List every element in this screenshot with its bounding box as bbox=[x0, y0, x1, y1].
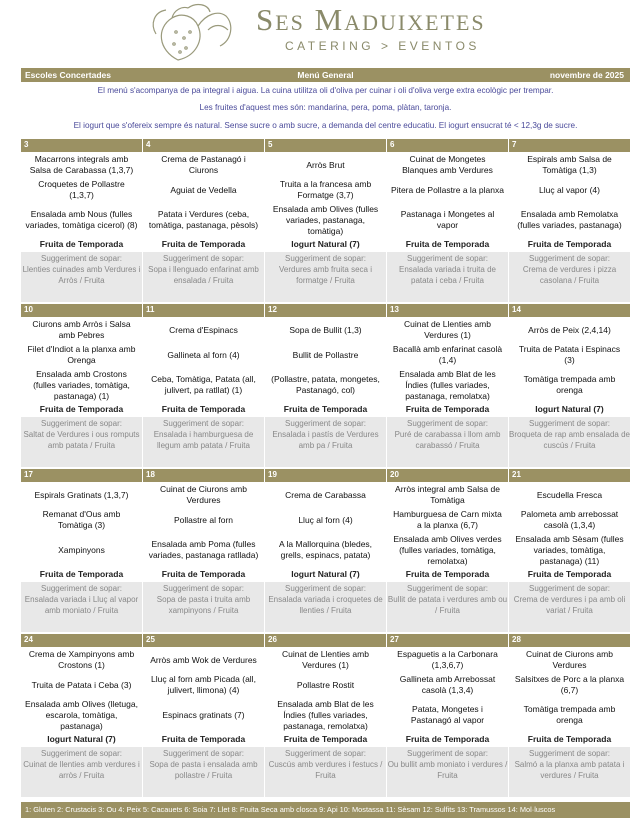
second-course: Filet d'Indiot a la planxa amb Orenga bbox=[27, 344, 136, 365]
day-cell bbox=[387, 634, 508, 797]
second-course: Remanat d'Ous amb Tomàtiga (3) bbox=[42, 509, 121, 530]
suggestion-label: Suggeriment de sopar: bbox=[41, 254, 122, 263]
dessert: Fruita de Temporada bbox=[283, 404, 368, 414]
first-course: Espaguetis a la Carbonara (1,3,6,7) bbox=[397, 649, 498, 670]
suggestion-label: Suggeriment de sopar: bbox=[41, 419, 122, 428]
suggestion-text: Broqueta de rap amb ensalada de cuscús / Fruita bbox=[509, 430, 630, 450]
dessert: Fruita de Temporada bbox=[39, 239, 124, 249]
dinner-suggestion bbox=[21, 582, 142, 632]
day-number: 28 bbox=[509, 634, 630, 647]
side-dish: Ensalada amb Olives (fulles variades, pastanaga, tomàtiga) bbox=[272, 203, 379, 236]
day-number: 20 bbox=[387, 469, 508, 482]
side-dish: (Pollastre, patata, mongetes, Pastanagó, col) bbox=[271, 374, 380, 395]
second-course: Pitera de Pollastre a la planxa bbox=[391, 184, 504, 195]
week-row bbox=[21, 634, 630, 797]
suggestion-text: Ensalada variada i croquetes de llenties / Fruita bbox=[268, 595, 383, 615]
dessert: Fruita de Temporada bbox=[405, 734, 490, 744]
day-number: 10 bbox=[21, 304, 142, 317]
second-course: Bacallà amb enfarinat casolà (1,4) bbox=[392, 344, 503, 365]
day-number: 12 bbox=[265, 304, 386, 317]
dessert: Iogurt Natural (7) bbox=[291, 239, 360, 249]
second-course: Truita de Patata i Ceba (3) bbox=[31, 679, 132, 690]
dinner-suggestion bbox=[509, 582, 630, 632]
suggestion-label: Suggeriment de sopar: bbox=[41, 584, 122, 593]
first-course: Cuinat de Llenties amb Verdures (1) bbox=[282, 649, 369, 670]
day-cell bbox=[143, 139, 264, 302]
suggestion-label: Suggeriment de sopar: bbox=[529, 419, 610, 428]
dinner-suggestion bbox=[509, 417, 630, 467]
second-course: Croquetes de Pollastre (1,3,7) bbox=[38, 179, 125, 200]
suggestion-text: Ensalada i hamburguesa de llegum amb patata / Fruita bbox=[153, 430, 254, 450]
first-course: Crema d'Espinacs bbox=[169, 324, 238, 335]
suggestion-text: Llenties cuinades amb Verdures i Arròs / Fruita bbox=[22, 265, 141, 285]
day-number: 25 bbox=[143, 634, 264, 647]
suggestion-label: Suggeriment de sopar: bbox=[529, 254, 610, 263]
suggestion-text: Sopa de pasta i ensalada amb pollastre / Fruita bbox=[149, 760, 258, 780]
dessert: Fruita de Temporada bbox=[161, 239, 246, 249]
dinner-suggestion bbox=[143, 252, 264, 302]
first-course: Sopa de Bullit (1,3) bbox=[289, 324, 362, 335]
first-course: Cuinat de Ciurons amb Verdures bbox=[160, 484, 247, 505]
suggestion-text: Puré de carabassa i llom amb carabassó / Fruita bbox=[394, 430, 501, 450]
brand-subtitle: CATERING > EVENTOS bbox=[285, 39, 480, 53]
side-dish: Patata, Mongetes i Pastanagó al vapor bbox=[410, 704, 485, 725]
suggestion-label: Suggeriment de sopar: bbox=[163, 419, 244, 428]
suggestion-label: Suggeriment de sopar: bbox=[163, 749, 244, 758]
dinner-suggestion bbox=[143, 747, 264, 797]
dinner-suggestion bbox=[265, 582, 386, 632]
day-cell bbox=[387, 139, 508, 302]
day-number: 13 bbox=[387, 304, 508, 317]
side-dish: Tomàtiga trempada amb orenga bbox=[523, 704, 616, 725]
menu-title-bar bbox=[21, 68, 630, 82]
menu-title: Menú General bbox=[297, 70, 354, 80]
suggestion-text: Sopa i llenguado enfarinat amb ensalada / Fruita bbox=[148, 265, 259, 285]
suggestion-text: Sopa de pasta i truita amb xampinyons / Fruita bbox=[156, 595, 251, 615]
dessert: Fruita de Temporada bbox=[161, 569, 246, 579]
day-cell bbox=[143, 469, 264, 632]
suggestion-text: Ensalada i pastís de Verdures amb pa / Fruita bbox=[272, 430, 379, 450]
first-course: Cuinat de Llenties amb Verdures (1) bbox=[404, 319, 491, 340]
day-cell bbox=[21, 634, 142, 797]
day-cell bbox=[21, 469, 142, 632]
first-course: Cuinat de Ciurons amb Verdures bbox=[526, 649, 613, 670]
side-dish: Ensalada amb Sèsam (fulles variades, tomàtiga, pastanaga) (11) bbox=[515, 533, 624, 566]
menu-month: novembre de 2025 bbox=[549, 70, 624, 80]
side-dish: Xampinyons bbox=[58, 544, 105, 555]
day-number: 6 bbox=[387, 139, 508, 152]
suggestion-label: Suggeriment de sopar: bbox=[285, 419, 366, 428]
side-dish: Ensalada amb Poma (fulles variades, pastanaga ratllada) bbox=[148, 539, 259, 560]
day-number: 5 bbox=[265, 139, 386, 152]
second-course: Pollastre al forn bbox=[173, 514, 234, 525]
day-cell bbox=[509, 469, 630, 632]
dinner-suggestion bbox=[509, 252, 630, 302]
dinner-suggestion bbox=[265, 417, 386, 467]
week-row bbox=[21, 139, 630, 302]
day-number: 27 bbox=[387, 634, 508, 647]
dinner-suggestion bbox=[387, 417, 508, 467]
dinner-suggestion bbox=[265, 747, 386, 797]
day-cell bbox=[143, 304, 264, 467]
brand-title: Ses Maduixetes bbox=[256, 2, 486, 37]
dinner-suggestion bbox=[387, 747, 508, 797]
first-course: Crema de Carabassa bbox=[285, 489, 366, 500]
second-course: Lluç al vapor (4) bbox=[539, 184, 600, 195]
dinner-suggestion bbox=[265, 252, 386, 302]
second-course: Bullit de Pollastre bbox=[292, 349, 359, 360]
school-type: Escoles Concertades bbox=[25, 70, 111, 80]
second-course: Pollastre Rostit bbox=[296, 679, 355, 690]
intro-line-3: El iogurt que s'ofereix sempre és natural. Sense sucre o amb sucre, a demanda del centre educatiu. El iogurt ensucrat té < 12,3g de sucre. bbox=[73, 121, 578, 130]
day-number: 21 bbox=[509, 469, 630, 482]
suggestion-label: Suggeriment de sopar: bbox=[285, 749, 366, 758]
day-cell bbox=[509, 634, 630, 797]
day-number: 4 bbox=[143, 139, 264, 152]
header bbox=[0, 0, 639, 66]
first-course: Cuinat de Mongetes Blanques amb Verdures bbox=[402, 154, 493, 175]
dessert: Fruita de Temporada bbox=[161, 734, 246, 744]
allergen-legend: 1: Gluten 2: Crustacis 3: Ou 4: Peix 5: Cacauets 6: Soia 7: Llet 8: Fruita Seca amb closca 9: Api 10: Mostassa 11: Sèsam 12: Sulfits 13: Tramussos 14: Mol·luscos bbox=[21, 802, 630, 818]
day-number: 17 bbox=[21, 469, 142, 482]
suggestion-label: Suggeriment de sopar: bbox=[41, 749, 122, 758]
suggestion-text: Verdures amb fruita seca i formatge / Fruita bbox=[279, 265, 372, 285]
side-dish: Espinacs gratinats (7) bbox=[162, 709, 245, 720]
side-dish: Ensalada amb Blat de les Índies (fulles variades, pastanaga, remolatxa) bbox=[399, 368, 496, 401]
suggestion-text: Bullit de patata i verdures amb ou / Fruita bbox=[387, 595, 508, 615]
side-dish: A la Mallorquina (bledes, grells, espinacs, patata) bbox=[278, 539, 373, 560]
suggestion-label: Suggeriment de sopar: bbox=[407, 254, 488, 263]
dessert: Iogurt Natural (7) bbox=[291, 569, 360, 579]
week-row bbox=[21, 469, 630, 632]
dessert: Fruita de Temporada bbox=[405, 569, 490, 579]
intro-line-2: Les fruites d'aquest mes són: mandarina, pera, poma, plàtan, taronja. bbox=[199, 103, 452, 112]
day-cell bbox=[509, 304, 630, 467]
side-dish: Patata i Verdures (ceba, tomàtiga, pastanaga, pèsols) bbox=[148, 209, 259, 230]
second-course: Gallineta al forn (4) bbox=[167, 349, 240, 360]
suggestion-text: Saltat de Verdures i ous romputs amb patata / Fruita bbox=[23, 430, 140, 450]
intro-line-1: El menú s'acompanya de pa integral i aigua. La cuina utilitza oli d'oliva per cuinar i oli d'oliva verge extra ecològic per trempar. bbox=[97, 86, 554, 95]
second-course: Lluç al forn amb Picada (all, julivert, llimona) (4) bbox=[151, 674, 256, 695]
suggestion-label: Suggeriment de sopar: bbox=[285, 254, 366, 263]
dinner-suggestion bbox=[21, 252, 142, 302]
suggestion-label: Suggeriment de sopar: bbox=[163, 584, 244, 593]
dinner-suggestion bbox=[143, 582, 264, 632]
day-cell bbox=[387, 304, 508, 467]
second-course: Hamburguesa de Carn mixta a la planxa (6,7) bbox=[393, 509, 502, 530]
suggestion-label: Suggeriment de sopar: bbox=[407, 419, 488, 428]
day-cell bbox=[387, 469, 508, 632]
dessert: Fruita de Temporada bbox=[405, 239, 490, 249]
suggestion-label: Suggeriment de sopar: bbox=[407, 584, 488, 593]
dinner-suggestion bbox=[509, 747, 630, 797]
side-dish: Pastanaga i Mongetes al vapor bbox=[400, 209, 495, 230]
week-row bbox=[21, 304, 630, 467]
dessert: Fruita de Temporada bbox=[527, 734, 612, 744]
suggestion-label: Suggeriment de sopar: bbox=[529, 584, 610, 593]
dessert: Fruita de Temporada bbox=[39, 569, 124, 579]
side-dish: Ensalada amb Crostons (fulles variades, tomàtiga, pastanaga) (1) bbox=[33, 368, 130, 401]
dinner-suggestion bbox=[21, 417, 142, 467]
first-course: Arròs integral amb Salsa de Tomàtiga bbox=[395, 484, 500, 505]
first-course: Arròs Brut bbox=[306, 159, 345, 170]
side-dish: Ensalada amb Remolatxa (fulles variades, pastanaga) bbox=[517, 209, 622, 230]
suggestion-text: Cuscús amb verdures i festucs / Fruita bbox=[268, 760, 383, 780]
day-number: 3 bbox=[21, 139, 142, 152]
day-number: 18 bbox=[143, 469, 264, 482]
suggestion-text: Crema de verdures i pizza casolana / Fruita bbox=[522, 265, 617, 285]
second-course: Truita a la francesa amb Formatge (3,7) bbox=[279, 179, 372, 200]
suggestion-text: Crema de verdures i pa amb oli variat / Fruita bbox=[513, 595, 626, 615]
day-cell bbox=[265, 139, 386, 302]
day-cell bbox=[143, 634, 264, 797]
day-number: 24 bbox=[21, 634, 142, 647]
first-course: Crema de Xampinyons amb Crostons (1) bbox=[28, 649, 135, 670]
dinner-suggestion bbox=[143, 417, 264, 467]
suggestion-text: Ensalada variada i Lluç al vapor amb moniato / Fruita bbox=[24, 595, 139, 615]
day-number: 19 bbox=[265, 469, 386, 482]
suggestion-label: Suggeriment de sopar: bbox=[407, 749, 488, 758]
dessert: Fruita de Temporada bbox=[161, 404, 246, 414]
side-dish: Ceba, Tomàtiga, Patata (all, julivert, pa ratllat) (1) bbox=[151, 374, 256, 395]
day-number: 14 bbox=[509, 304, 630, 317]
second-course: Gallineta amb Arrebossat casolà (1,3,4) bbox=[399, 674, 496, 695]
day-cell bbox=[21, 304, 142, 467]
day-cell bbox=[265, 634, 386, 797]
dinner-suggestion bbox=[21, 747, 142, 797]
strawberry-leaves-icon bbox=[148, 0, 248, 64]
second-course: Lluç al forn (4) bbox=[298, 514, 353, 525]
first-course: Arròs de Peix (2,4,14) bbox=[528, 324, 611, 335]
side-dish: Ensalada amb Nous (fulles variades, tomàtiga cicerol) (8) bbox=[25, 209, 138, 230]
side-dish: Ensalada amb Olives (lletuga, escarola, tomàtiga, pastanaga) bbox=[25, 698, 138, 731]
suggestion-text: Cuinat de llenties amb verdures i arròs / Fruita bbox=[23, 760, 140, 780]
dinner-suggestion bbox=[387, 252, 508, 302]
second-course: Aguiat de Vedella bbox=[170, 184, 237, 195]
side-dish: Ensalada amb Olives verdes (fulles variades, tomàtiga, remolatxa) bbox=[393, 533, 502, 566]
day-number: 26 bbox=[265, 634, 386, 647]
suggestion-label: Suggeriment de sopar: bbox=[285, 584, 366, 593]
suggestion-text: Ensalada variada i truita de patata i ceba / Fruita bbox=[399, 265, 496, 285]
suggestion-label: Suggeriment de sopar: bbox=[529, 749, 610, 758]
dessert: Fruita de Temporada bbox=[405, 404, 490, 414]
second-course: Palometa amb arrebossat casolà (1,3,4) bbox=[520, 509, 619, 530]
day-number: 11 bbox=[143, 304, 264, 317]
dessert: Fruita de Temporada bbox=[527, 239, 612, 249]
suggestion-text: Ou bullit amb moniato i verdures / Fruita bbox=[387, 760, 508, 780]
first-course: Espirals amb Salsa de Tomàtiga (1,3) bbox=[527, 154, 612, 175]
dessert: Iogurt Natural (7) bbox=[47, 734, 116, 744]
dinner-suggestion bbox=[387, 582, 508, 632]
first-course: Macarrons integrals amb Salsa de Carabassa (1,3,7) bbox=[29, 154, 134, 175]
dessert: Fruita de Temporada bbox=[283, 734, 368, 744]
day-cell bbox=[509, 139, 630, 302]
suggestion-text: Salmó a la planxa amb patata i verdures / Fruita bbox=[514, 760, 625, 780]
first-course: Escudella Fresca bbox=[536, 489, 603, 500]
second-course: Salsitxes de Porc a la planxa (6,7) bbox=[514, 674, 625, 695]
day-cell bbox=[265, 304, 386, 467]
first-course: Arròs amb Wok de Verdures bbox=[150, 654, 257, 665]
suggestion-label: Suggeriment de sopar: bbox=[163, 254, 244, 263]
side-dish: Ensalada amb Blat de les Índies (fulles variades, pastanaga, remolatxa) bbox=[277, 698, 374, 731]
first-course: Crema de Pastanagó i Ciurons bbox=[161, 154, 246, 175]
first-course: Espirals Gratinats (1,3,7) bbox=[34, 489, 129, 500]
first-course: Ciurons amb Arròs i Salsa amb Pebres bbox=[32, 319, 131, 340]
day-cell bbox=[21, 139, 142, 302]
dessert: Fruita de Temporada bbox=[39, 404, 124, 414]
dessert: Fruita de Temporada bbox=[527, 569, 612, 579]
dessert: Iogurt Natural (7) bbox=[535, 404, 604, 414]
day-number: 7 bbox=[509, 139, 630, 152]
day-cell bbox=[265, 469, 386, 632]
second-course: Truita de Patata i Espinacs (3) bbox=[518, 344, 621, 365]
side-dish: Tomàtiga trempada amb orenga bbox=[523, 374, 616, 395]
